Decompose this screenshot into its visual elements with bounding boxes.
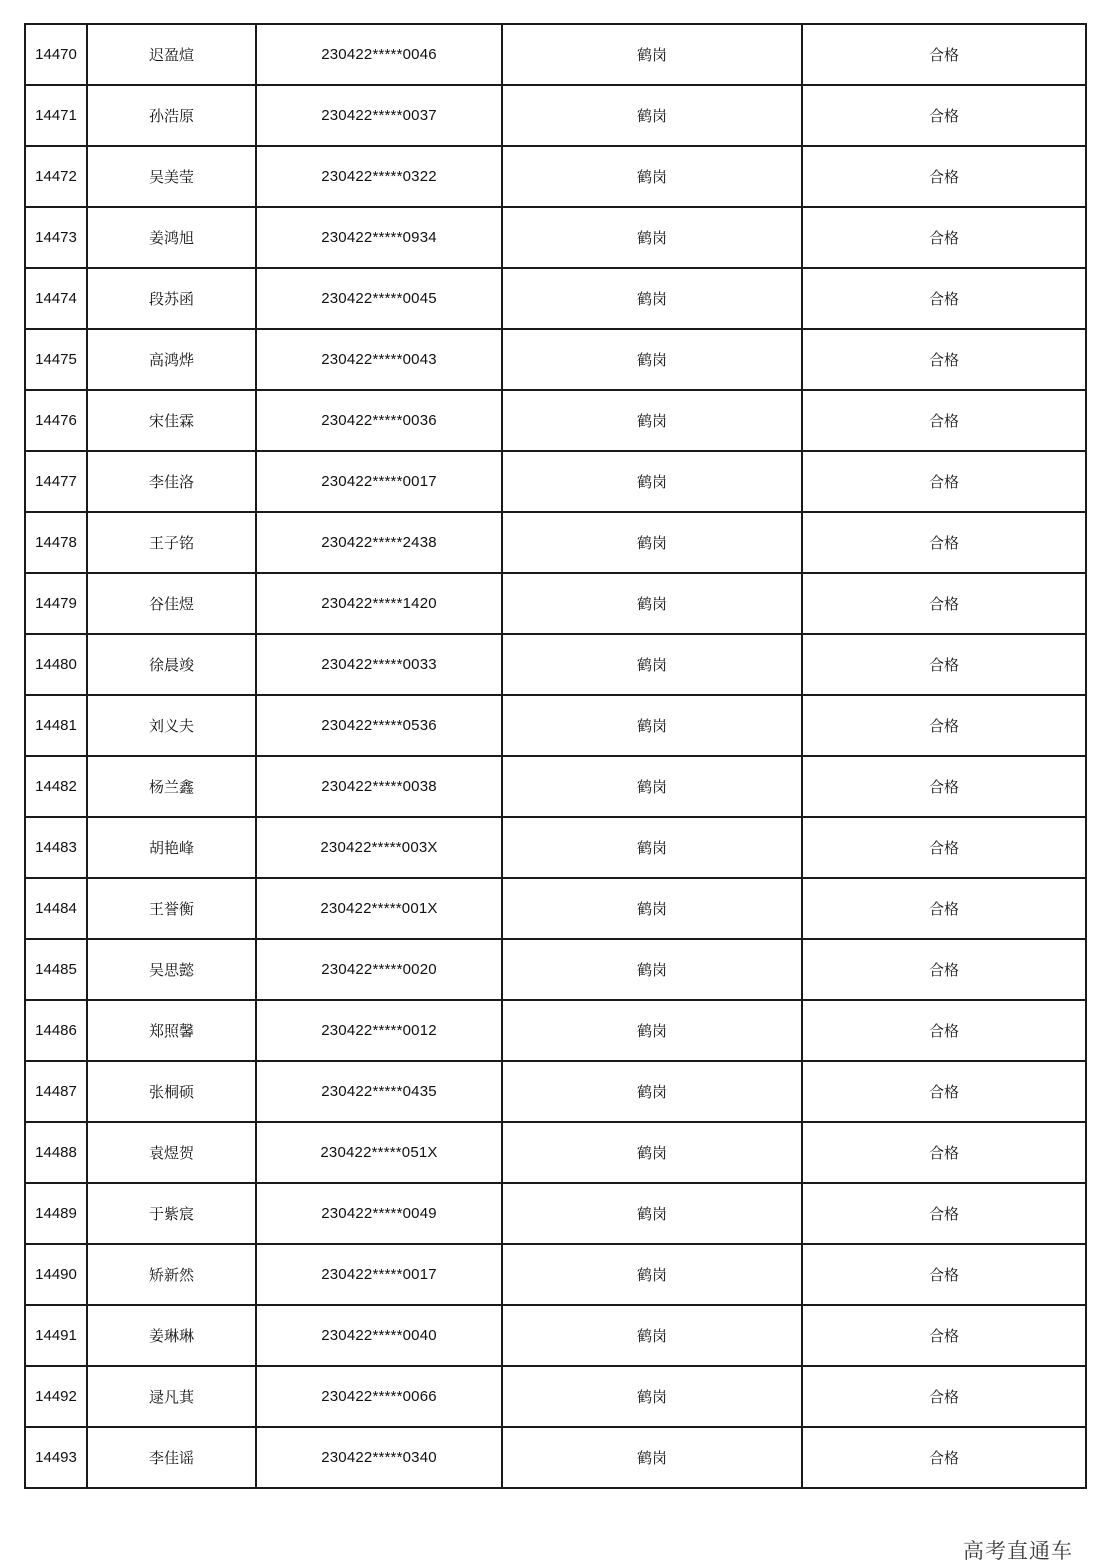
cell-id-number: 230422*****0043 (256, 329, 502, 390)
cell-seq: 14492 (25, 1366, 87, 1427)
table-row (25, 1061, 1086, 1122)
cell-result: 合格 (802, 85, 1086, 146)
cell-name: 袁煜贺 (87, 1122, 256, 1183)
cell-id-number: 230422*****0017 (256, 451, 502, 512)
cell-id-number: 230422*****0934 (256, 207, 502, 268)
cell-result: 合格 (802, 1427, 1086, 1488)
table-row (25, 390, 1086, 451)
cell-name: 胡艳峰 (87, 817, 256, 878)
cell-result: 合格 (802, 1000, 1086, 1061)
cell-name: 矫新然 (87, 1244, 256, 1305)
watermark: 高考直通车 (963, 1535, 1073, 1565)
cell-region: 鹤岗 (502, 1000, 802, 1061)
cell-result: 合格 (802, 268, 1086, 329)
cell-id-number: 230422*****0340 (256, 1427, 502, 1488)
cell-id-number: 230422*****1420 (256, 573, 502, 634)
cell-result: 合格 (802, 451, 1086, 512)
cell-id-number: 230422*****0017 (256, 1244, 502, 1305)
cell-seq: 14478 (25, 512, 87, 573)
cell-seq: 14476 (25, 390, 87, 451)
cell-id-number: 230422*****0033 (256, 634, 502, 695)
cell-region: 鹤岗 (502, 817, 802, 878)
table-row (25, 85, 1086, 146)
table-row (25, 268, 1086, 329)
cell-name: 徐晨竣 (87, 634, 256, 695)
table-row (25, 146, 1086, 207)
cell-name: 刘义夫 (87, 695, 256, 756)
cell-seq: 14479 (25, 573, 87, 634)
table-row (25, 207, 1086, 268)
cell-region: 鹤岗 (502, 1427, 802, 1488)
table-row (25, 634, 1086, 695)
cell-name: 李佳洛 (87, 451, 256, 512)
cell-result: 合格 (802, 1244, 1086, 1305)
cell-id-number: 230422*****0046 (256, 24, 502, 85)
cell-result: 合格 (802, 329, 1086, 390)
cell-result: 合格 (802, 817, 1086, 878)
cell-result: 合格 (802, 878, 1086, 939)
cell-seq: 14480 (25, 634, 87, 695)
table-row (25, 756, 1086, 817)
cell-name: 谷佳煜 (87, 573, 256, 634)
cell-seq: 14471 (25, 85, 87, 146)
cell-id-number: 230422*****0012 (256, 1000, 502, 1061)
table-row (25, 1122, 1086, 1183)
cell-result: 合格 (802, 634, 1086, 695)
table-row (25, 817, 1086, 878)
cell-region: 鹤岗 (502, 878, 802, 939)
cell-seq: 14487 (25, 1061, 87, 1122)
cell-seq: 14486 (25, 1000, 87, 1061)
cell-id-number: 230422*****0049 (256, 1183, 502, 1244)
cell-id-number: 230422*****001X (256, 878, 502, 939)
cell-result: 合格 (802, 1122, 1086, 1183)
cell-name: 逯凡萁 (87, 1366, 256, 1427)
cell-name: 王誉衡 (87, 878, 256, 939)
cell-seq: 14481 (25, 695, 87, 756)
table-row (25, 939, 1086, 1000)
cell-id-number: 230422*****0435 (256, 1061, 502, 1122)
cell-region: 鹤岗 (502, 1122, 802, 1183)
cell-result: 合格 (802, 1366, 1086, 1427)
cell-seq: 14473 (25, 207, 87, 268)
cell-region: 鹤岗 (502, 573, 802, 634)
cell-region: 鹤岗 (502, 207, 802, 268)
cell-seq: 14493 (25, 1427, 87, 1488)
cell-seq: 14474 (25, 268, 87, 329)
table-row (25, 1305, 1086, 1366)
cell-name: 吴美莹 (87, 146, 256, 207)
cell-name: 孙浩原 (87, 85, 256, 146)
cell-id-number: 230422*****003X (256, 817, 502, 878)
cell-id-number: 230422*****0020 (256, 939, 502, 1000)
document-page (24, 23, 1077, 1489)
cell-result: 合格 (802, 207, 1086, 268)
cell-id-number: 230422*****0066 (256, 1366, 502, 1427)
table-row (25, 1244, 1086, 1305)
cell-region: 鹤岗 (502, 756, 802, 817)
cell-seq: 14475 (25, 329, 87, 390)
cell-region: 鹤岗 (502, 85, 802, 146)
table-row (25, 573, 1086, 634)
cell-id-number: 230422*****0036 (256, 390, 502, 451)
cell-result: 合格 (802, 146, 1086, 207)
cell-result: 合格 (802, 24, 1086, 85)
cell-region: 鹤岗 (502, 390, 802, 451)
cell-seq: 14470 (25, 24, 87, 85)
cell-result: 合格 (802, 512, 1086, 573)
cell-region: 鹤岗 (502, 451, 802, 512)
table-row (25, 878, 1086, 939)
table-row (25, 451, 1086, 512)
cell-seq: 14491 (25, 1305, 87, 1366)
cell-seq: 14477 (25, 451, 87, 512)
cell-id-number: 230422*****051X (256, 1122, 502, 1183)
cell-id-number: 230422*****0536 (256, 695, 502, 756)
cell-id-number: 230422*****0037 (256, 85, 502, 146)
cell-region: 鹤岗 (502, 329, 802, 390)
table-row (25, 695, 1086, 756)
table-row (25, 1427, 1086, 1488)
cell-id-number: 230422*****2438 (256, 512, 502, 573)
cell-seq: 14489 (25, 1183, 87, 1244)
roster-body (25, 24, 1086, 1488)
cell-region: 鹤岗 (502, 1183, 802, 1244)
cell-result: 合格 (802, 756, 1086, 817)
cell-name: 吴思懿 (87, 939, 256, 1000)
cell-result: 合格 (802, 695, 1086, 756)
table-row (25, 329, 1086, 390)
table-row (25, 1366, 1086, 1427)
cell-id-number: 230422*****0322 (256, 146, 502, 207)
cell-region: 鹤岗 (502, 24, 802, 85)
cell-name: 于紫宸 (87, 1183, 256, 1244)
cell-region: 鹤岗 (502, 634, 802, 695)
cell-region: 鹤岗 (502, 1366, 802, 1427)
cell-name: 杨兰鑫 (87, 756, 256, 817)
cell-region: 鹤岗 (502, 268, 802, 329)
cell-name: 宋佳霖 (87, 390, 256, 451)
cell-region: 鹤岗 (502, 939, 802, 1000)
table-row (25, 24, 1086, 85)
cell-region: 鹤岗 (502, 1244, 802, 1305)
cell-result: 合格 (802, 390, 1086, 451)
cell-id-number: 230422*****0040 (256, 1305, 502, 1366)
cell-region: 鹤岗 (502, 146, 802, 207)
table-row (25, 1183, 1086, 1244)
cell-result: 合格 (802, 573, 1086, 634)
cell-result: 合格 (802, 1183, 1086, 1244)
cell-result: 合格 (802, 1061, 1086, 1122)
cell-id-number: 230422*****0038 (256, 756, 502, 817)
cell-name: 张桐硕 (87, 1061, 256, 1122)
cell-result: 合格 (802, 1305, 1086, 1366)
cell-seq: 14482 (25, 756, 87, 817)
table-row (25, 512, 1086, 573)
cell-name: 迟盈煊 (87, 24, 256, 85)
cell-name: 姜鸿旭 (87, 207, 256, 268)
cell-region: 鹤岗 (502, 512, 802, 573)
cell-seq: 14472 (25, 146, 87, 207)
cell-name: 郑照馨 (87, 1000, 256, 1061)
cell-name: 王子铭 (87, 512, 256, 573)
cell-region: 鹤岗 (502, 1061, 802, 1122)
cell-seq: 14485 (25, 939, 87, 1000)
cell-name: 段苏函 (87, 268, 256, 329)
roster-table (24, 23, 1087, 1489)
cell-name: 高鸿烨 (87, 329, 256, 390)
table-row (25, 1000, 1086, 1061)
cell-result: 合格 (802, 939, 1086, 1000)
cell-id-number: 230422*****0045 (256, 268, 502, 329)
cell-seq: 14490 (25, 1244, 87, 1305)
cell-name: 李佳谣 (87, 1427, 256, 1488)
cell-seq: 14488 (25, 1122, 87, 1183)
cell-seq: 14483 (25, 817, 87, 878)
cell-region: 鹤岗 (502, 695, 802, 756)
cell-region: 鹤岗 (502, 1305, 802, 1366)
cell-seq: 14484 (25, 878, 87, 939)
cell-name: 姜琳琳 (87, 1305, 256, 1366)
